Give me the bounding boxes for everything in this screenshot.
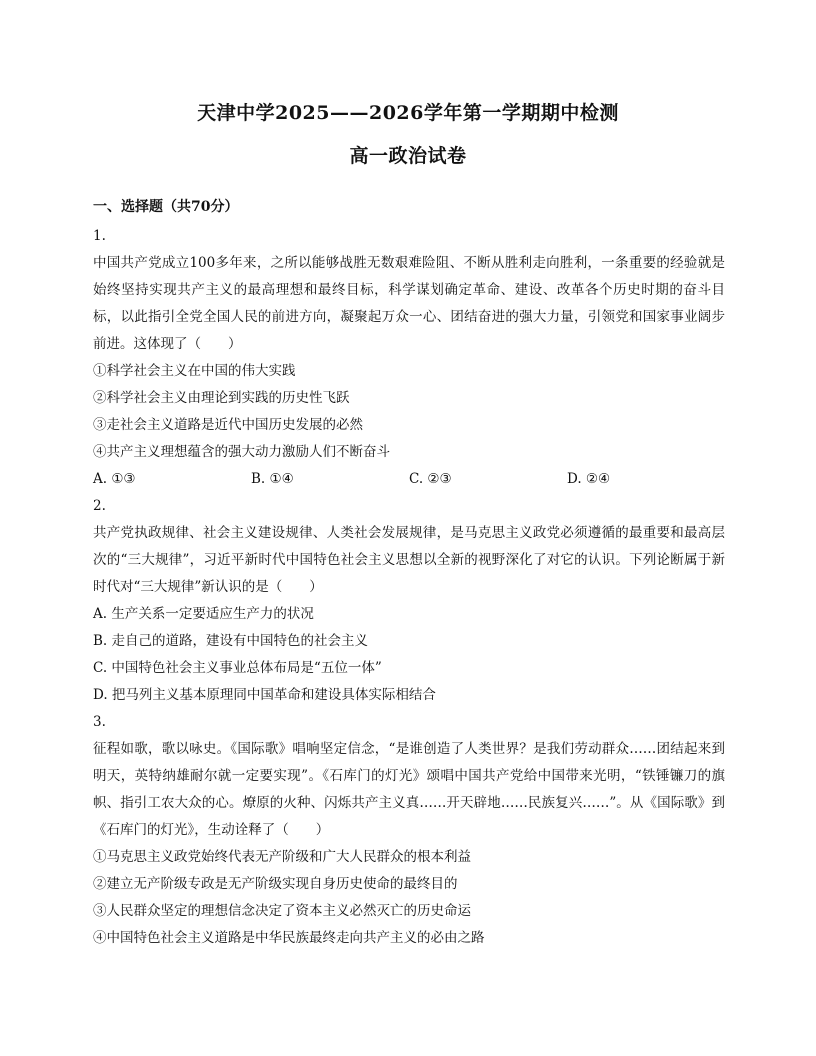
option-c: C. ②③	[409, 471, 452, 487]
option-a: A. 生产关系一定要适应生产力的状况	[93, 606, 314, 622]
option-a: A. ①③	[93, 471, 136, 487]
option-b: B. 走自己的道路，建设有中国特色的社会主义	[93, 633, 369, 649]
question-number: 1.	[93, 228, 106, 244]
question-number: 2.	[93, 498, 106, 514]
option-c: C. 中国特色社会主义事业总体布局是“五位一体”	[93, 660, 382, 676]
section-heading: 一、选择题（共70分）	[93, 199, 239, 215]
statement: ①马克思主义政党始终代表无产阶级和广大人民群众的根本利益	[93, 849, 471, 865]
question-stem: 共产党执政规律、社会主义建设规律、人类社会发展规律，是马克思主义政党必须遵循的最重要和最高层次的“三大规律”，习近平新时代中国特色社会主义思想以全新的视野深化了对它的认识。下列论断属于新时代对“三大规律”新认识的是（ ）	[93, 525, 725, 595]
question-stem: 中国共产党成立100多年来，之所以能够战胜无数艰难险阻、不断从胜利走向胜利，一条重要的经验就是始终坚持实现共产主义的最高理想和最终目标，科学谋划确定革命、建设、改革各个历史时期的奋斗目标，以此指引全党全国人民的前进方向，凝聚起万众一心、团结奋进的强大力量，引领党和国家事业阔步前进。这体现了（ ）	[93, 255, 725, 352]
statement: ③走社会主义道路是近代中国历史发展的必然	[93, 417, 363, 433]
exam-content	[93, 194, 725, 952]
statement: ③人民群众坚定的理想信念决定了资本主义必然灭亡的历史命运	[93, 903, 471, 919]
statement: ①科学社会主义在中国的伟大实践	[93, 363, 296, 379]
exam-title: 天津中学2025——2026学年第一学期期中检测	[197, 102, 619, 124]
answer-options	[93, 466, 725, 493]
statement: ④中国特色社会主义道路是中华民族最终走向共产主义的必由之路	[93, 930, 485, 946]
question-stem: 征程如歌，歌以咏史。《国际歌》唱响坚定信念，“是谁创造了人类世界？是我们劳动群众……团结起来到明天，英特纳雄耐尔就一定要实现”。《石库门的灯光》颂唱中国共产党给中国带来光明，“铁锤镰刀的旗帜、指引工农大众的心。燎原的火种、闪烁共产主义真……开天辟地……民族复兴……”。从《国际歌》到《石库门的灯光》，生动诠释了（ ）	[93, 741, 725, 838]
statement: ④共产主义理想蕴含的强大动力激励人们不断奋斗	[93, 444, 390, 460]
question-2	[93, 493, 725, 709]
question-3	[93, 709, 725, 952]
question-number: 3.	[93, 714, 106, 730]
option-d: D. 把马列主义基本原理同中国革命和建设具体实际相结合	[93, 687, 436, 703]
question-1	[93, 223, 725, 493]
option-d: D. ②④	[567, 471, 611, 487]
statement: ②建立无产阶级专政是无产阶级实现自身历史使命的最终目的	[93, 876, 458, 892]
statement: ②科学社会主义由理论到实践的历史性飞跃	[93, 390, 350, 406]
option-b: B. ①④	[251, 471, 294, 487]
exam-subtitle: 高一政治试卷	[349, 145, 467, 167]
